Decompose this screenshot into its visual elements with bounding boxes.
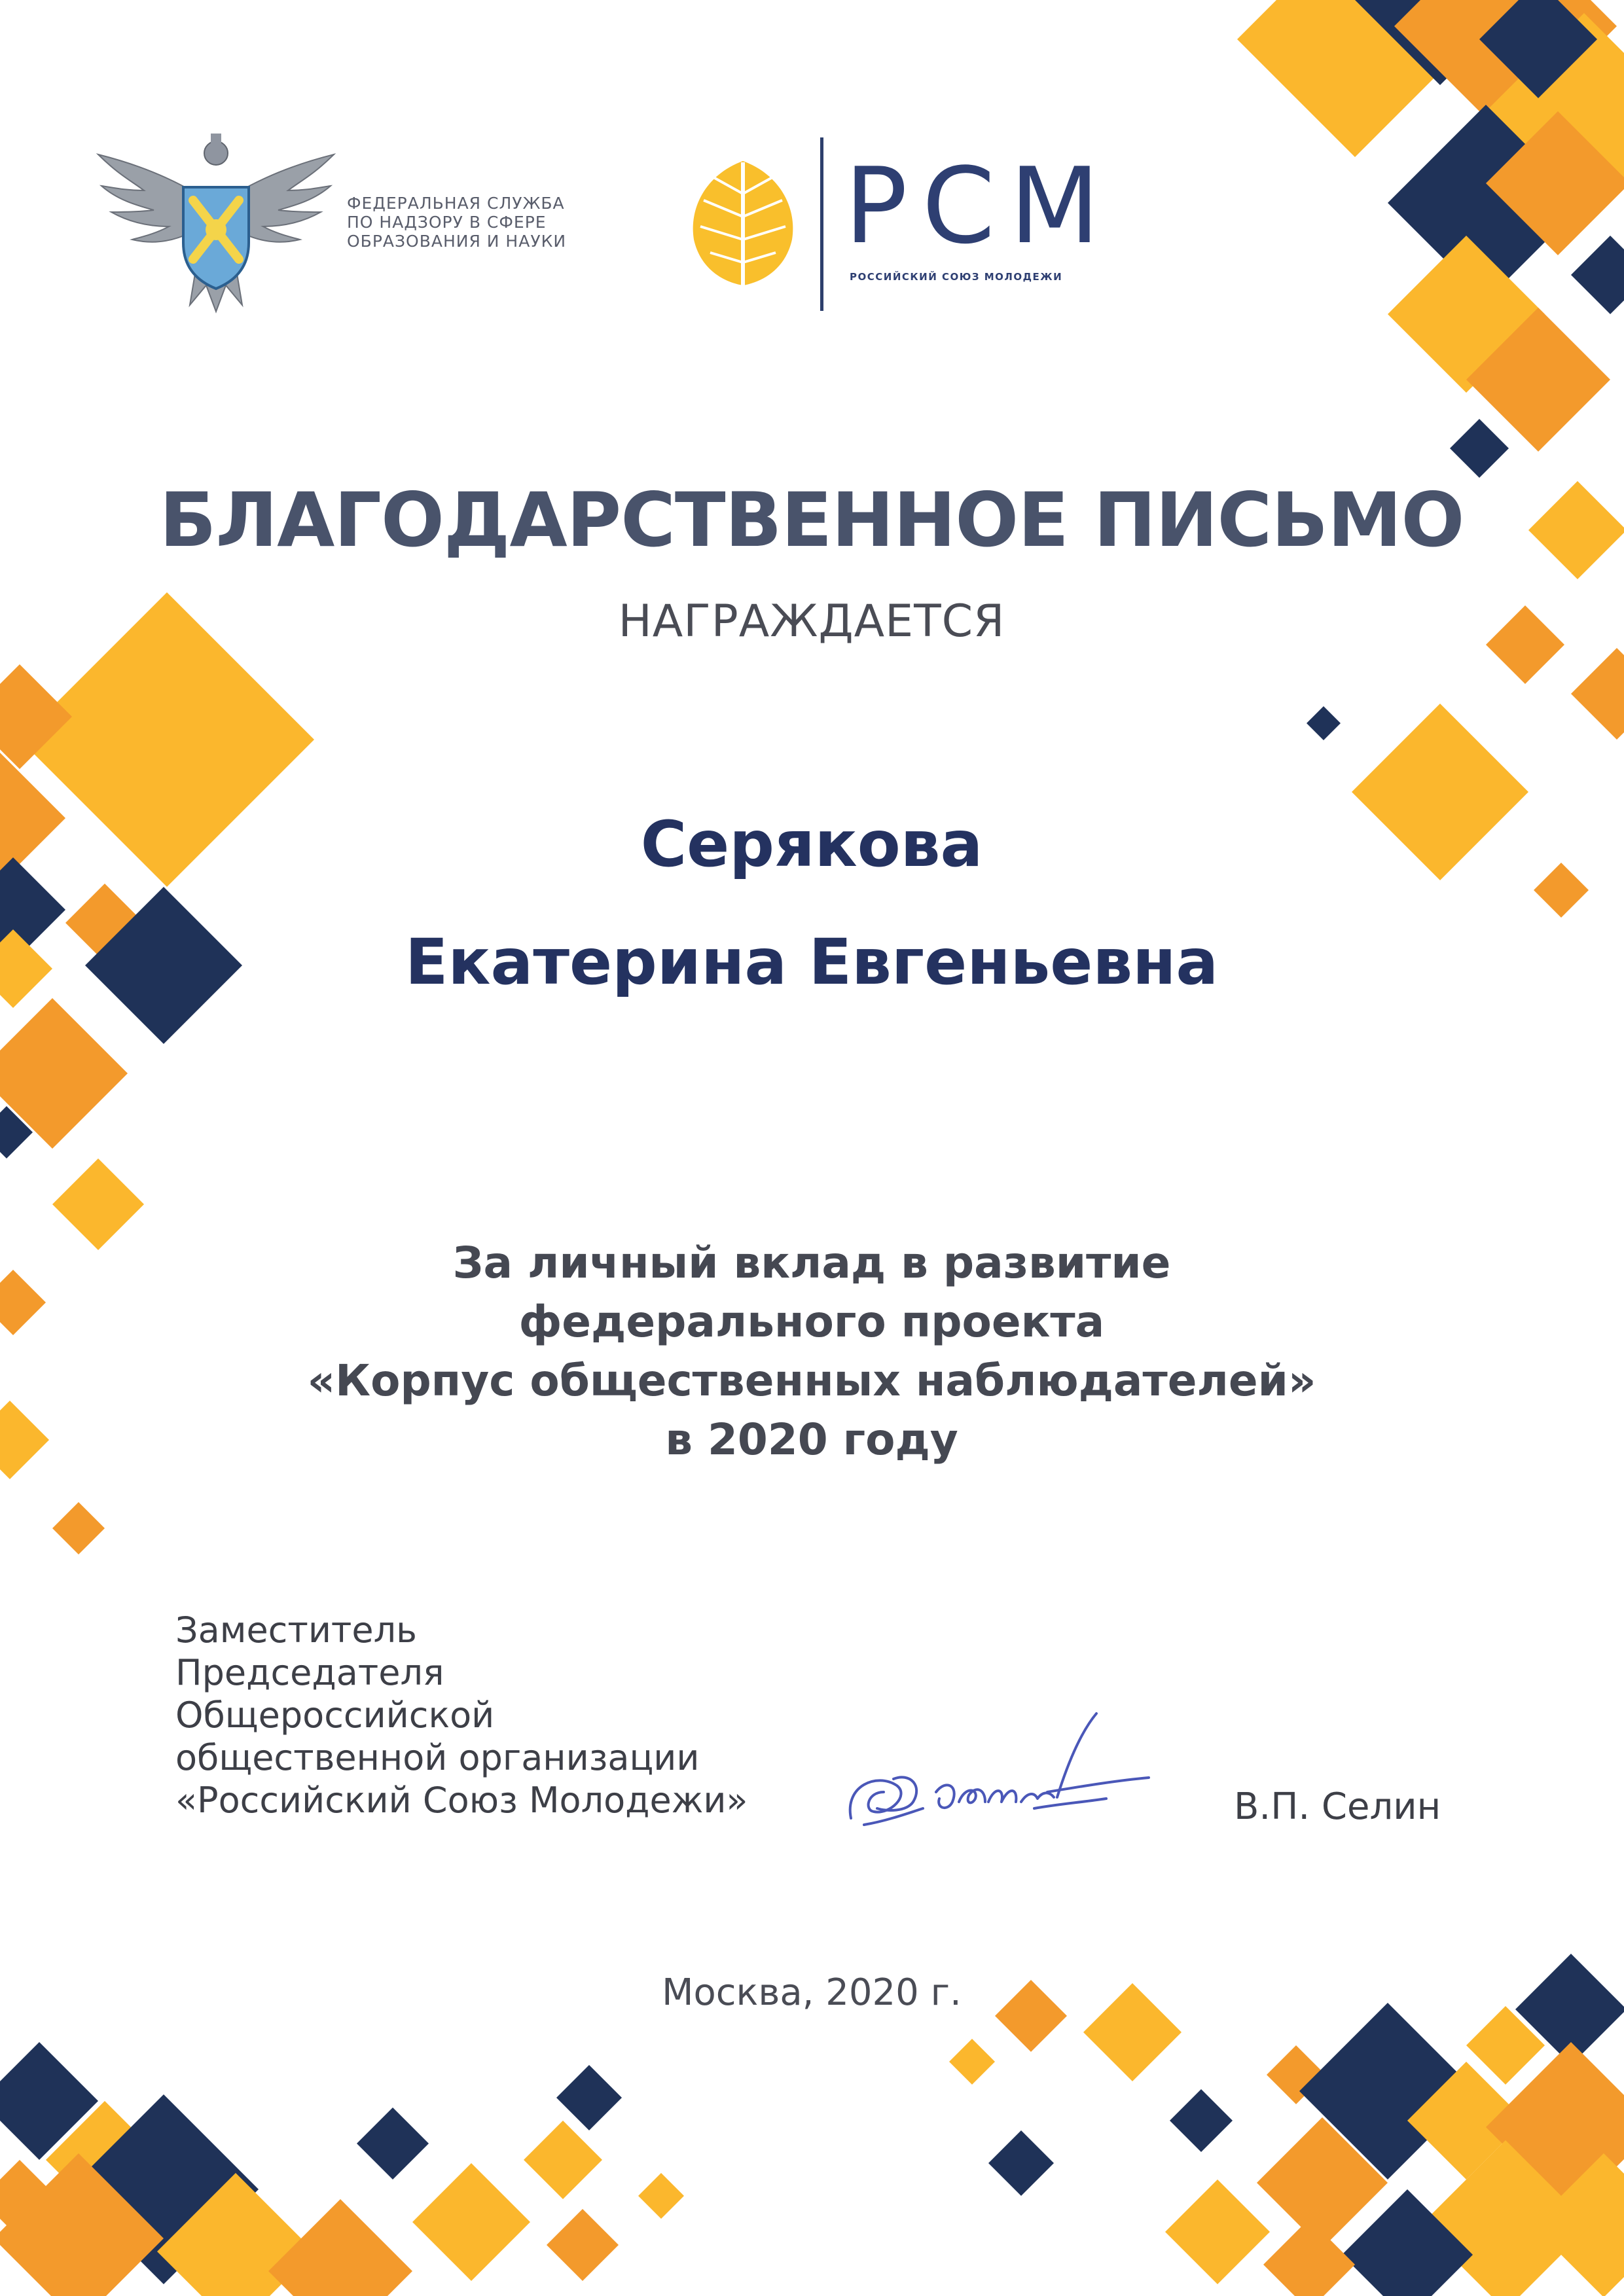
signer-position-line-3: Общероссийской [175, 1695, 495, 1736]
decorative-diamond [1307, 706, 1341, 740]
decorative-diamond [1170, 2089, 1233, 2152]
decorative-diamond [949, 2039, 995, 2085]
decorative-diamond [1486, 605, 1564, 684]
signer-position-line-4: общественной организации [175, 1737, 700, 1778]
signature-icon [838, 1694, 1178, 1844]
decorative-diamond [1534, 863, 1589, 918]
agency-emblem-icon [92, 128, 340, 318]
decorative-diamond [1571, 236, 1624, 314]
rsm-logo-text: РСМ [844, 145, 1115, 267]
golden-leaf-icon [687, 154, 799, 292]
decorative-diamond [556, 2065, 622, 2130]
decorative-diamond [1083, 1983, 1182, 2081]
decorative-diamond [1165, 2179, 1270, 2284]
agency-name [347, 194, 609, 251]
reason-line-4: в 2020 году [665, 1414, 958, 1465]
recipient-given-names: Екатерина Евгеньевна [405, 925, 1219, 999]
decorative-diamond [1528, 481, 1624, 579]
logo-divider [820, 137, 823, 311]
decorative-diamond [524, 2121, 602, 2199]
decorative-diamond [52, 1502, 105, 1554]
agency-name-line-1: ФЕДЕРАЛЬНАЯ СЛУЖБА [347, 194, 565, 213]
signer-name: В.П. Селин [1234, 1785, 1441, 1828]
decorative-diamond [412, 2163, 530, 2281]
signer-position [175, 1609, 830, 1821]
award-reason [216, 1234, 1407, 1469]
agency-name-line-2: ПО НАДЗОРУ В СФЕРЕ [347, 213, 547, 232]
document-subtitle: НАГРАЖДАЕТСЯ [618, 596, 1005, 647]
decorative-diamond [357, 2108, 429, 2179]
decorative-diamond [547, 2209, 619, 2281]
decorative-diamond [1571, 648, 1624, 740]
rsm-full-name: РОССИЙСКИЙ СОЮЗ МОЛОДЕЖИ [850, 271, 1063, 283]
decorative-diamond [0, 1270, 46, 1335]
recipient-surname: Серякова [640, 808, 983, 881]
signer-position-line-1: Заместитель [175, 1609, 417, 1651]
signer-position-line-2: Председателя [175, 1652, 444, 1693]
decorative-diamond [0, 1401, 49, 1479]
signer-position-line-5: «Российский Союз Молодежи» [175, 1780, 748, 1821]
decorative-diamond [638, 2173, 684, 2219]
decorative-diamond [52, 1158, 144, 1250]
decorative-diamond [1450, 419, 1509, 478]
decorative-diamond [1263, 2219, 1355, 2296]
reason-line-3: «Корпус общественных наблюдателей» [307, 1355, 1316, 1406]
reason-line-1: За личный вклад в развитие [452, 1238, 1171, 1288]
decorative-diamond [988, 2130, 1054, 2196]
document-title: БЛАГОДАРСТВЕННОЕ ПИСЬМО [159, 476, 1464, 564]
place-and-date: Москва, 2020 г. [662, 1971, 962, 2014]
agency-name-line-3: ОБРАЗОВАНИЯ И НАУКИ [347, 232, 567, 251]
reason-line-2: федерального проекта [518, 1297, 1105, 1347]
